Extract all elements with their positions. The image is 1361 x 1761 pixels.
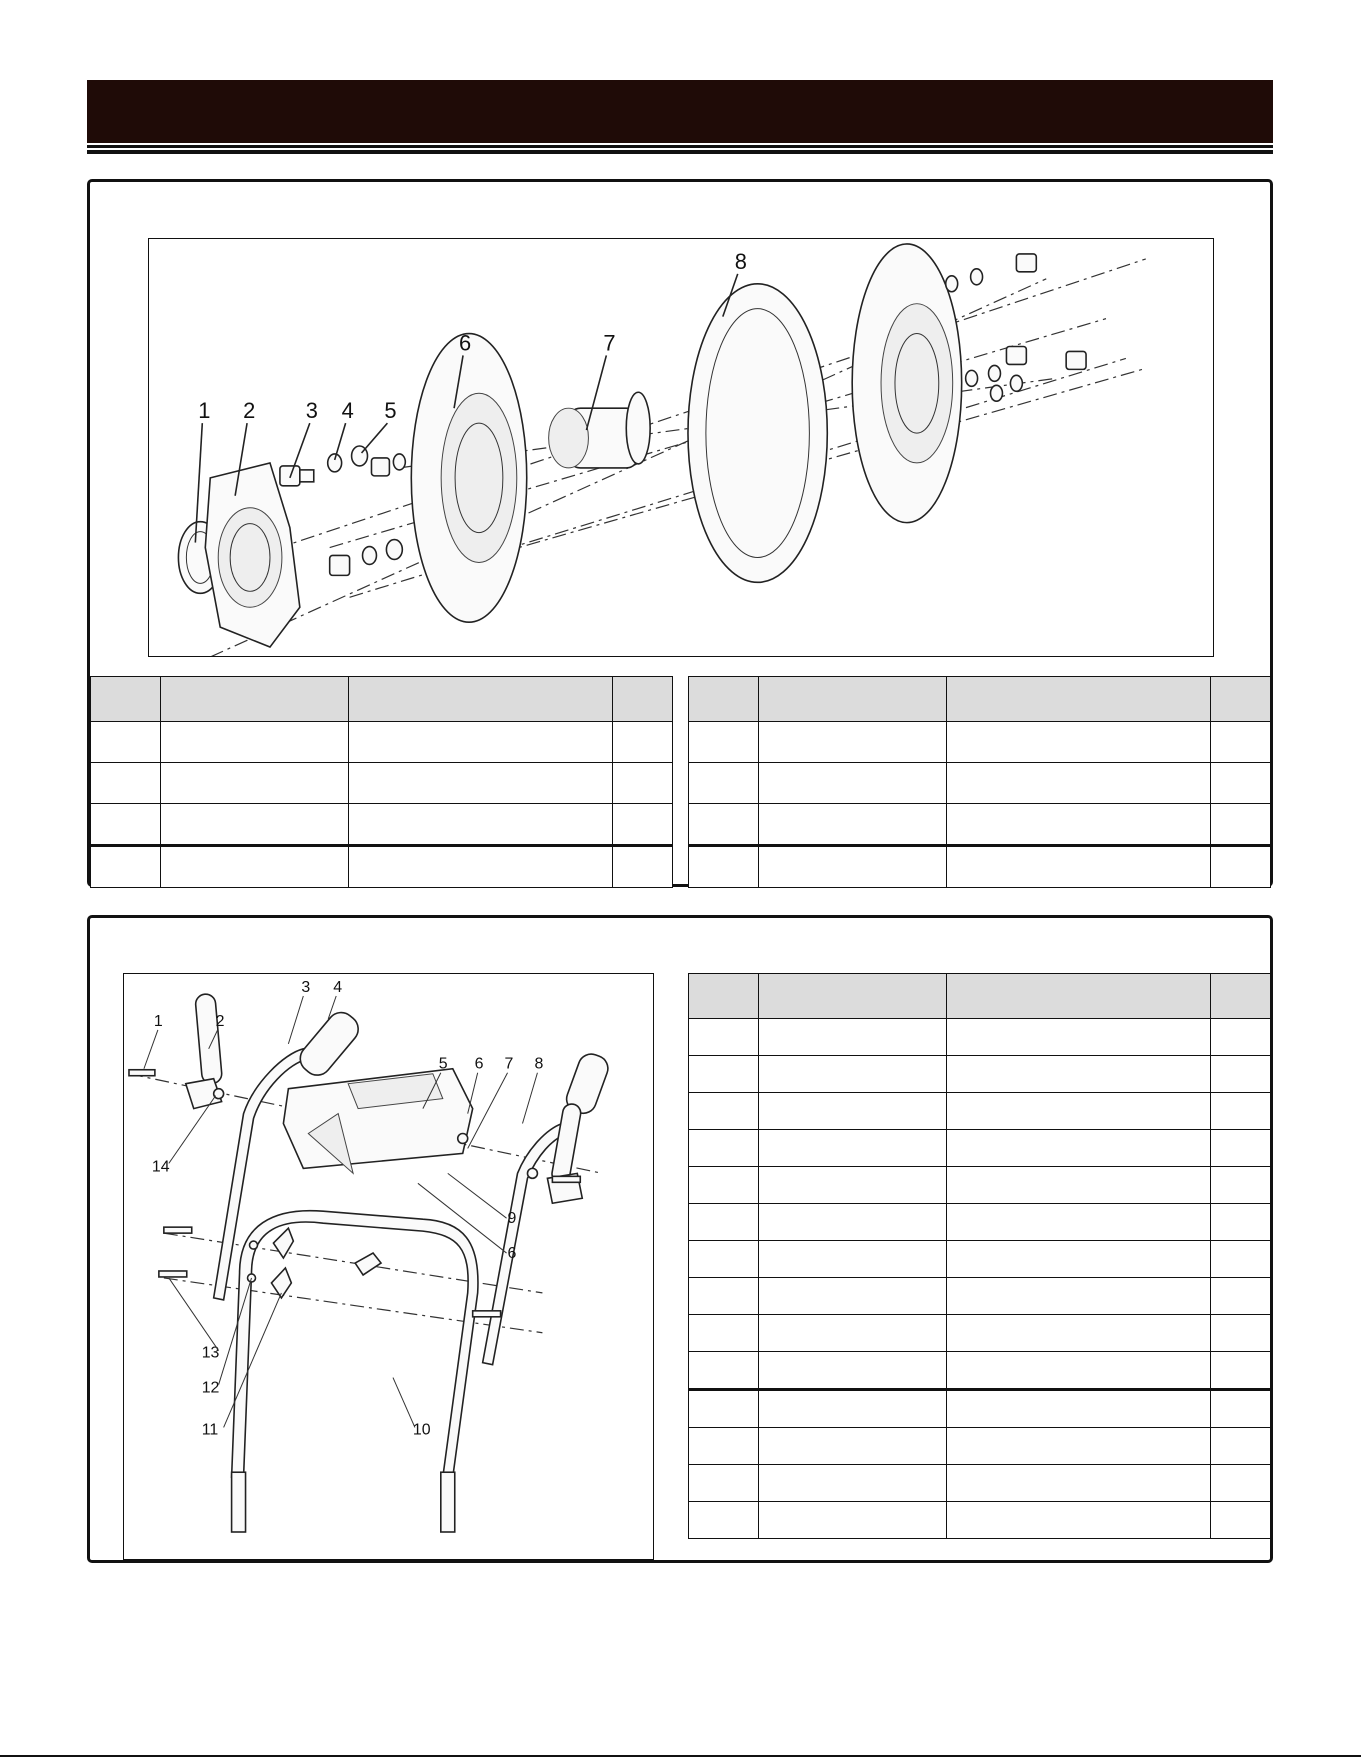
table-cell [759,1465,947,1502]
callout-5: 5 [384,398,397,424]
callout-leader [224,1293,282,1427]
table-row [91,722,673,763]
callout-9: 9 [507,1210,517,1228]
callout-10: 10 [412,1421,431,1439]
callout-leader [522,1073,537,1124]
callout-7: 7 [504,1055,514,1073]
table-cell [1211,1167,1271,1204]
table-cell [1211,1428,1271,1465]
table-cell [1211,1502,1271,1539]
table-cell [947,1352,1211,1390]
lock-washer-part [363,547,377,565]
table-cell [1211,1204,1271,1241]
bolt-part [552,1176,580,1182]
table-cell [689,1056,759,1093]
callout-4: 4 [341,398,354,424]
table-row [689,1278,1271,1315]
table-cell [613,722,673,763]
table-cell [1211,846,1271,888]
bolt-part [159,1271,187,1277]
control-lever-left [195,993,223,1084]
table-cell [947,1019,1211,1056]
table-row [689,1204,1271,1241]
table-cell [689,1167,759,1204]
callout-2: 2 [215,1012,225,1030]
table-cell [1211,1019,1271,1056]
table-row [689,1241,1271,1278]
table-cell [947,1465,1211,1502]
table-cell [759,1204,947,1241]
table-header-cell [759,677,947,722]
table-cell [689,804,759,846]
table-cell [161,804,349,846]
parts-table-left [90,676,673,888]
table-header-cell [161,677,349,722]
table-cell [947,1315,1211,1352]
table-row [91,804,673,846]
table-header-cell [947,677,1211,722]
table-cell [689,1241,759,1278]
lower-handle-leg-left [232,1472,246,1532]
table-cell [759,1352,947,1390]
table-cell [1211,1465,1271,1502]
table-row [689,1093,1271,1130]
washer-part [946,276,958,292]
table-cell [613,763,673,804]
hex-bolt-part [1066,351,1086,369]
table-row [689,1130,1271,1167]
table-cell [759,1019,947,1056]
table-cell [947,722,1211,763]
table-cell [349,722,613,763]
callout-6-lower: 6 [507,1245,517,1263]
callout-leader [169,1278,219,1351]
table-header-cell [1211,677,1271,722]
callout-6: 6 [474,1055,484,1073]
table-cell [161,763,349,804]
control-lever-right [551,1103,582,1185]
rear-hub-plate-center [881,304,953,463]
table-cell [349,804,613,846]
table-cell [161,846,349,888]
callout-3: 3 [305,398,318,424]
washer-part [250,1241,258,1249]
hub-exploded-diagram [148,238,1214,657]
callout-14: 14 [151,1158,170,1176]
table-cell [947,1278,1211,1315]
lower-handle-leg-right [441,1472,455,1532]
callout-leader [468,1073,508,1149]
header-divider [87,150,1273,154]
table-cell [613,846,673,888]
callout-leader [448,1173,507,1218]
knob-part [355,1253,381,1275]
table-cell [1211,1315,1271,1352]
table-cell [759,846,947,888]
table-cell [947,1204,1211,1241]
callout-11: 11 [201,1421,219,1439]
callout-6: 6 [459,330,472,356]
hex-bolt-part [330,555,350,575]
flat-washer-part [386,540,402,560]
washer-part [971,269,983,285]
table-cell [1211,804,1271,846]
table-cell [689,1352,759,1390]
callout-leader [335,423,346,460]
table-row [689,1465,1271,1502]
parts-table-right [688,676,1271,888]
table-cell [947,846,1211,888]
table-header-cell [349,677,613,722]
washer-part [248,1274,256,1282]
handle-exploded-diagram [123,973,654,1560]
table-cell [947,1390,1211,1428]
table-cell [1211,1241,1271,1278]
table-cell [759,1502,947,1539]
table-cell [759,1167,947,1204]
table-cell [689,1093,759,1130]
bolt-part [164,1227,192,1233]
table-cell [947,1130,1211,1167]
table-cell [759,804,947,846]
table-cell [1211,1278,1271,1315]
table-row [91,763,673,804]
hub-plate-center [441,393,517,562]
table-cell [1211,763,1271,804]
table-cell [759,1093,947,1130]
table-row [689,846,1271,888]
callout-leader [393,1378,415,1428]
table-row [689,1019,1271,1056]
table-row [689,1352,1271,1390]
washer-part [989,365,1001,381]
upper-handle-left [214,1049,309,1300]
table-header-cell [759,974,947,1019]
header-divider [87,145,1273,148]
bolt-shank [300,470,314,482]
callout-leader [362,423,388,453]
table-cell [947,763,1211,804]
table-row [689,1428,1271,1465]
table-cell [947,1167,1211,1204]
table-cell [1211,1352,1271,1390]
hex-bolt-part [1016,254,1036,272]
page-footer-rule [0,1755,1361,1757]
hex-bolt-part [371,458,389,476]
table-cell [759,1241,947,1278]
table-cell [161,722,349,763]
washer-part [458,1134,468,1144]
table-cell [689,1390,759,1428]
callout-13: 13 [201,1344,220,1362]
table-cell [689,1278,759,1315]
table-cell [1211,1130,1271,1167]
table-cell [1211,1093,1271,1130]
table-cell [91,846,161,888]
parts-panel-handle [87,915,1273,1563]
washer-part [527,1168,537,1178]
callout-8: 8 [734,248,747,274]
table-header-cell [689,974,759,1019]
callout-8: 8 [534,1055,544,1073]
table-cell [91,804,161,846]
table-cell [947,1241,1211,1278]
lock-washer-part [328,454,342,472]
table-header-cell [947,974,1211,1019]
table-cell [759,722,947,763]
table-cell [1211,722,1271,763]
callout-leader [288,996,303,1044]
table-cell [689,1315,759,1352]
table-cell [689,763,759,804]
table-cell [689,1428,759,1465]
parts-panel-hub [87,179,1273,887]
table-row [689,1167,1271,1204]
washer-part [991,385,1003,401]
table-cell [947,1093,1211,1130]
bolt-part [129,1070,155,1076]
hex-adapter-rear [626,392,650,464]
table-cell [947,1056,1211,1093]
table-header-cell [1211,974,1271,1019]
parts-table-handle [688,973,1271,1539]
table-cell [689,1465,759,1502]
washer-part [393,454,405,470]
lower-handle-part [232,1211,478,1478]
table-header-cell [613,677,673,722]
table-cell [759,1315,947,1352]
callout-12: 12 [201,1379,220,1397]
table-cell [947,1428,1211,1465]
table-row [91,846,673,888]
table-cell [349,846,613,888]
callout-5: 5 [438,1055,448,1073]
table-cell [759,1428,947,1465]
table-cell [613,804,673,846]
table-cell [947,1502,1211,1539]
table-cell [1211,1390,1271,1428]
table-row [689,1315,1271,1352]
table-cell [947,804,1211,846]
table-cell [91,722,161,763]
handle-grip-left [295,1007,364,1081]
table-row [689,1502,1271,1539]
handle-diagram-svg [124,974,653,1559]
callout-3: 3 [301,979,311,997]
callout-1: 1 [198,398,211,424]
callout-leader [144,1030,158,1069]
table-cell [1211,1056,1271,1093]
table-cell [689,722,759,763]
page-header-bar [87,80,1273,143]
table-cell [759,1278,947,1315]
bolt-part [473,1311,501,1317]
callout-7: 7 [603,330,616,356]
hex-bolt-part [1006,346,1026,364]
table-cell [689,1204,759,1241]
table-cell [349,763,613,804]
table-row [689,804,1271,846]
table-cell [689,846,759,888]
callout-4: 4 [333,979,343,997]
hex-adapter-face [549,408,589,468]
table-header-cell [689,677,759,722]
table-cell [759,763,947,804]
washer-part [1010,375,1022,391]
table-cell [91,763,161,804]
table-row [689,722,1271,763]
callout-1: 1 [153,1012,163,1030]
hub-diagram-svg [149,239,1213,656]
table-cell [759,1056,947,1093]
table-cell [689,1130,759,1167]
bearing-ring [218,508,282,608]
table-row [689,763,1271,804]
table-cell [689,1502,759,1539]
tire-ring-part [688,284,827,583]
table-row [689,1390,1271,1428]
table-cell [759,1130,947,1167]
washer-part [966,370,978,386]
table-cell [689,1019,759,1056]
table-header-cell [91,677,161,722]
table-row [689,1056,1271,1093]
callout-2: 2 [243,398,256,424]
table-cell [759,1390,947,1428]
